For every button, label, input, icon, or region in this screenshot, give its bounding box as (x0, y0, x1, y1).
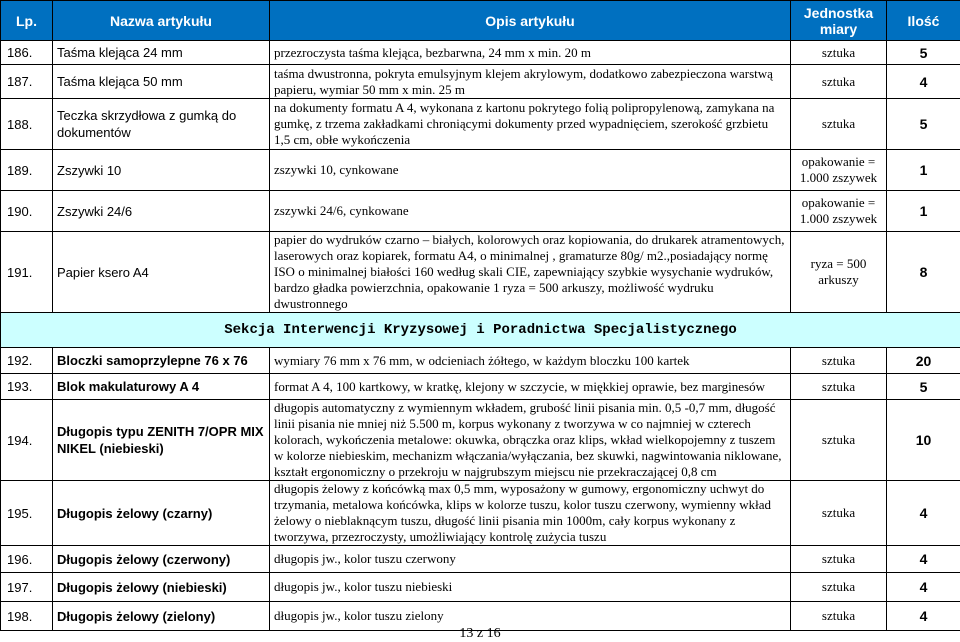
row-desc: długopis jw., kolor tuszu czerwony (270, 546, 791, 573)
row-unit: sztuka (791, 400, 887, 481)
row-unit: sztuka (791, 481, 887, 546)
row-name: Zszywki 24/6 (53, 191, 270, 232)
row-desc: zszywki 24/6, cynkowane (270, 191, 791, 232)
table-row (1, 150, 960, 191)
row-lp: 193. (1, 374, 53, 400)
table-row (1, 348, 960, 374)
row-unit: sztuka (791, 65, 887, 99)
row-unit: sztuka (791, 602, 887, 631)
row-name: Długopis żelowy (czerwony) (53, 546, 270, 573)
row-name: Taśma klejąca 50 mm (53, 65, 270, 99)
row-qty: 4 (887, 546, 960, 573)
row-lp: 196. (1, 546, 53, 573)
row-lp: 198. (1, 602, 53, 631)
row-desc: przezroczysta taśma klejąca, bezbarwna, 24 mm x min. 20 m (270, 41, 791, 65)
row-lp: 187. (1, 65, 53, 99)
row-desc: wymiary 76 mm x 76 mm, w odcieniach żółtego, w każdym bloczku 100 kartek (270, 348, 791, 374)
table-row (1, 65, 960, 99)
table-row (1, 400, 960, 481)
table-row (1, 41, 960, 65)
row-unit: sztuka (791, 41, 887, 65)
table-row (1, 481, 960, 546)
row-unit: sztuka (791, 99, 887, 150)
row-qty: 10 (887, 400, 960, 481)
header-name: Nazwa artykułu (53, 1, 270, 41)
row-unit: opakowanie = 1.000 zszywek (791, 191, 887, 232)
row-qty: 1 (887, 150, 960, 191)
table-row (1, 546, 960, 573)
row-lp: 197. (1, 573, 53, 602)
page-number: 13 z 16 (459, 626, 501, 641)
row-qty: 1 (887, 191, 960, 232)
row-qty: 4 (887, 65, 960, 99)
table-row (1, 191, 960, 232)
header-desc: Opis artykułu (270, 1, 791, 41)
row-name: Taśma klejąca 24 mm (53, 41, 270, 65)
row-desc: długopis jw., kolor tuszu zielony (270, 602, 791, 631)
row-lp: 194. (1, 400, 53, 481)
row-unit: sztuka (791, 573, 887, 602)
row-desc: taśma dwustronna, pokryta emulsyjnym klejem akrylowym, dodatkowo zabezpieczona warstwą papieru, wymiar 50 mm x min. 25 m (270, 65, 791, 99)
row-name: Długopis żelowy (czarny) (53, 481, 270, 546)
table-row (1, 99, 960, 150)
row-lp: 188. (1, 99, 53, 150)
row-name: Długopis żelowy (niebieski) (53, 573, 270, 602)
row-name: Zszywki 10 (53, 150, 270, 191)
row-qty: 4 (887, 573, 960, 602)
section-title: Sekcja Interwencji Kryzysowej i Poradnictwa Specjalistycznego (1, 313, 960, 348)
row-lp: 192. (1, 348, 53, 374)
row-lp: 195. (1, 481, 53, 546)
row-qty: 5 (887, 99, 960, 150)
row-lp: 186. (1, 41, 53, 65)
row-name: Długopis typu ZENITH 7/OPR MIX NIKEL (niebieski) (53, 400, 270, 481)
row-desc: długopis jw., kolor tuszu niebieski (270, 573, 791, 602)
row-unit: sztuka (791, 546, 887, 573)
header-lp: Lp. (1, 1, 53, 41)
header-row (1, 1, 960, 41)
row-unit: opakowanie = 1.000 zszywek (791, 150, 887, 191)
row-qty: 20 (887, 348, 960, 374)
row-lp: 189. (1, 150, 53, 191)
header-qty: Ilość (887, 1, 960, 41)
row-desc: format A 4, 100 kartkowy, w kratkę, klejony w szczycie, w miękkiej oprawie, bez marginesów (270, 374, 791, 400)
row-desc: długopis automatyczny z wymiennym wkładem, grubość linii pisania min. 0,5 -0,7 mm, długość linii pisania nie mniej niż 5.500 m, korpus wykonany z tworzywa w co najmniej w czterech kolorach, wykończenia metalowe: okuwka, obrączka oraz klips, wkład wielkopojemny z tuszem w kolorze niebieskim, mechanizm włączania/wyłączania, bez skuwki, nagwintowania niklowane, kształt ergonomiczny o przekroju w najgrubszym miejscu nie przekraczającej 0,8 cm (270, 400, 791, 481)
table-row (1, 232, 960, 313)
row-qty: 5 (887, 374, 960, 400)
row-name: Blok makulaturowy A 4 (53, 374, 270, 400)
row-qty: 5 (887, 41, 960, 65)
row-lp: 191. (1, 232, 53, 313)
row-qty: 8 (887, 232, 960, 313)
row-desc: na dokumenty formatu A 4, wykonana z kartonu pokrytego folią polipropylenową, zamykana na gumkę, z trzema zakładkami chroniącymi dokumenty przed wypadnięciem, szerokość grzbietu 1,5 cm, obłe wykończenia (270, 99, 791, 150)
row-name: Teczka skrzydłowa z gumką do dokumentów (53, 99, 270, 150)
row-unit: sztuka (791, 374, 887, 400)
row-desc: długopis żelowy z końcówką max 0,5 mm, wyposażony w gumowy, ergonomiczny uchwyt do trzymania, metalowa końcówka, klips w kolorze tuszu, kolor tuszu czerwony, wymienny wkład żelowy o nieblaknącym tuszu, długość linii pisania min 1000m, cały korpus wykonany z tworzywa, przezroczysty, umożliwiający kontrolę zużycia tuszu (270, 481, 791, 546)
row-name: Bloczki samoprzylepne 76 x 76 (53, 348, 270, 374)
table-row (1, 573, 960, 602)
row-name: Papier ksero A4 (53, 232, 270, 313)
row-name: Długopis żelowy (zielony) (53, 602, 270, 631)
row-unit: ryza = 500 arkuszy (791, 232, 887, 313)
row-unit: sztuka (791, 348, 887, 374)
row-desc: zszywki 10, cynkowane (270, 150, 791, 191)
row-desc: papier do wydruków czarno – białych, kolorowych oraz kopiowania, do drukarek atramentowych, laserowych oraz kopiarek, formatu A4, o minimalnej , gramaturze 80g/ m2.,posiadający normę ISO o minimalnej białości 160 według skali CIE, zapewniający szybkie wysychanie wydruków, bardzo gładka powierzchnia, opakowanie 1 ryza = 500 arkuszy, możliwość wydruku dwustronnego (270, 232, 791, 313)
row-qty: 4 (887, 602, 960, 631)
table-row (1, 374, 960, 400)
section-row (1, 313, 960, 348)
row-qty: 4 (887, 481, 960, 546)
row-lp: 190. (1, 191, 53, 232)
header-unit: Jednostka miary (791, 1, 887, 41)
